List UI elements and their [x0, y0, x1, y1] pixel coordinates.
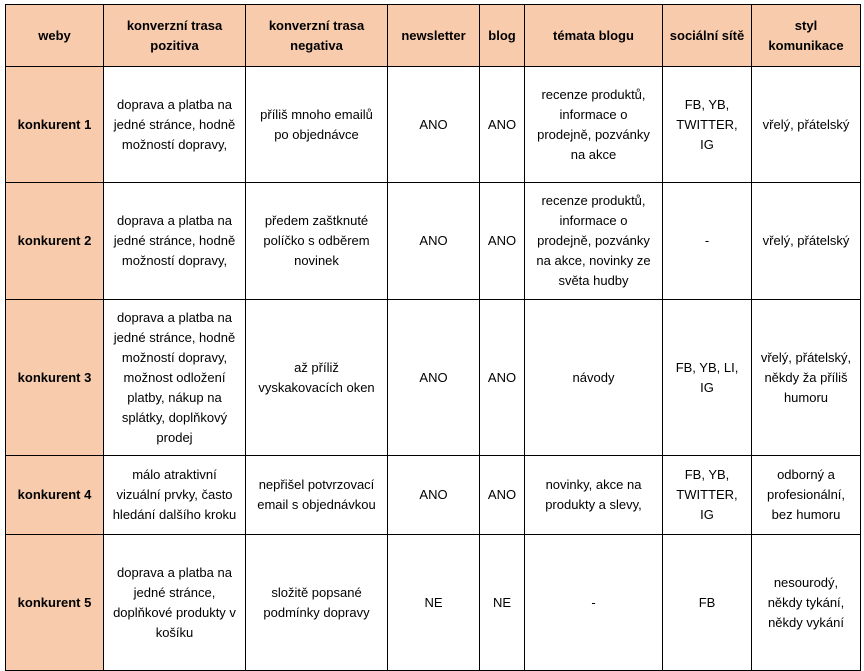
header-row — [6, 5, 861, 67]
topics-cell: návody — [525, 300, 663, 456]
positive-cell: doprava a platba na jedné stránce, doplňkové produkty v košíku — [104, 535, 246, 671]
newsletter-cell: ANO — [388, 456, 480, 535]
social-cell: FB, YB, TWITTER, IG — [663, 456, 752, 535]
style-cell: vřelý, přátelský, někdy ža příliš humoru — [752, 300, 861, 456]
social-cell: - — [663, 183, 752, 300]
topics-cell: novinky, akce na produkty a slevy, — [525, 456, 663, 535]
topics-cell: recenze produktů, informace o prodejně, pozvánky na akce, novinky ze světa hudby — [525, 183, 663, 300]
competitor-comparison-table — [5, 4, 861, 671]
newsletter-cell: NE — [388, 535, 480, 671]
negative-cell: předem zaštknuté políčko s odběrem novinek — [246, 183, 388, 300]
positive-cell: doprava a platba na jedné stránce, hodně možností dopravy, — [104, 67, 246, 183]
positive-cell: málo atraktivní vizuální prvky, často hledání dalšího kroku — [104, 456, 246, 535]
blog-cell: ANO — [480, 183, 525, 300]
style-cell: vřelý, přátelský — [752, 67, 861, 183]
header-cell-blog: blog — [480, 5, 525, 67]
negative-cell: až příliž vyskakovacích oken — [246, 300, 388, 456]
table-row — [6, 300, 861, 456]
style-cell: vřelý, přátelský — [752, 183, 861, 300]
newsletter-cell: ANO — [388, 67, 480, 183]
newsletter-cell: ANO — [388, 300, 480, 456]
header-cell-newsletter: newsletter — [388, 5, 480, 67]
competitor-name: konkurent 1 — [6, 67, 104, 183]
social-cell: FB, YB, TWITTER, IG — [663, 67, 752, 183]
topics-cell: - — [525, 535, 663, 671]
header-cell-negative: konverzní trasa negativa — [246, 5, 388, 67]
header-cell-topics: témata blogu — [525, 5, 663, 67]
negative-cell: nepřišel potvrzovací email s objednávkou — [246, 456, 388, 535]
social-cell: FB — [663, 535, 752, 671]
blog-cell: ANO — [480, 456, 525, 535]
topics-cell: recenze produktů, informace o prodejně, pozvánky na akce — [525, 67, 663, 183]
competitor-name: konkurent 5 — [6, 535, 104, 671]
competitor-name: konkurent 4 — [6, 456, 104, 535]
header-cell-social: sociální sítě — [663, 5, 752, 67]
newsletter-cell: ANO — [388, 183, 480, 300]
negative-cell: příliš mnoho emailů po objednávce — [246, 67, 388, 183]
negative-cell: složitě popsané podmínky dopravy — [246, 535, 388, 671]
competitor-name: konkurent 2 — [6, 183, 104, 300]
style-cell: odborný a profesionální, bez humoru — [752, 456, 861, 535]
table-row — [6, 67, 861, 183]
header-cell-style: styl komunikace — [752, 5, 861, 67]
blog-cell: NE — [480, 535, 525, 671]
blog-cell: ANO — [480, 300, 525, 456]
positive-cell: doprava a platba na jedné stránce, hodně možností dopravy, — [104, 183, 246, 300]
competitor-name: konkurent 3 — [6, 300, 104, 456]
positive-cell: doprava a platba na jedné stránce, hodně možností dopravy, možnost odložení platby, nákup na splátky, doplňkový prodej — [104, 300, 246, 456]
table-row — [6, 535, 861, 671]
style-cell: nesourodý, někdy tykání, někdy vykání — [752, 535, 861, 671]
table-row — [6, 456, 861, 535]
blog-cell: ANO — [480, 67, 525, 183]
table-row — [6, 183, 861, 300]
header-cell-weby: weby — [6, 5, 104, 67]
social-cell: FB, YB, LI, IG — [663, 300, 752, 456]
header-cell-positive: konverzní trasa pozitiva — [104, 5, 246, 67]
